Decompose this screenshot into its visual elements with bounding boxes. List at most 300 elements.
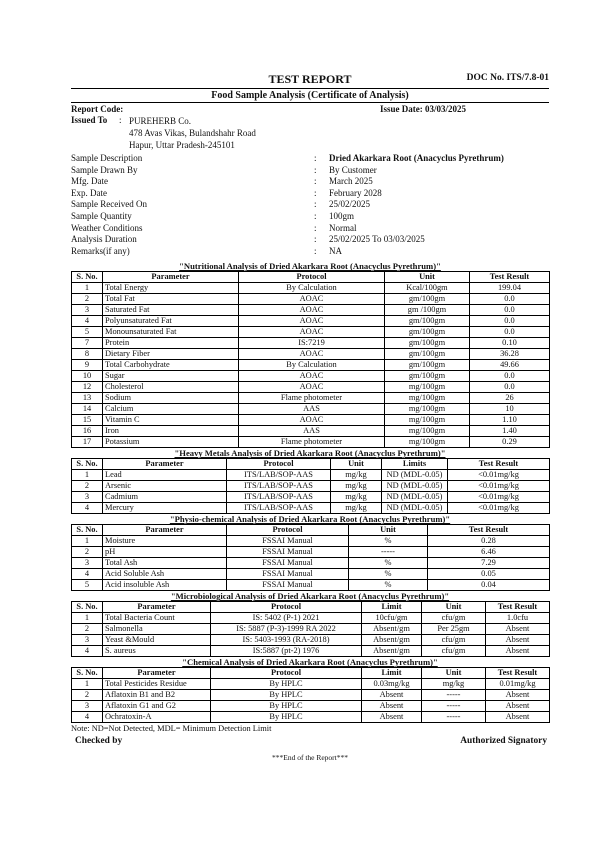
table-cell: 12: [72, 382, 103, 393]
table-cell: AOAC: [239, 316, 385, 327]
table-cell: Potassium: [103, 437, 239, 448]
table-cell: FSSAI Manual: [227, 547, 349, 558]
sample-info-row: [71, 246, 549, 258]
table-cell: -----: [422, 712, 486, 723]
table-cell: 0.29: [470, 437, 550, 448]
sample-info-value: 25/02/2025 To 03/03/2025: [329, 234, 425, 245]
sample-info-row: [71, 199, 549, 211]
table-cell: 0.01mg/kg: [486, 679, 550, 690]
table-cell: Absent: [486, 646, 550, 657]
column-header: Test Result: [448, 459, 550, 470]
column-header: S. No.: [72, 459, 103, 470]
table-row: [72, 294, 550, 305]
table-cell: By HPLC: [211, 712, 362, 723]
table-cell: 0.28: [428, 536, 550, 547]
heavy-metals-title: "Heavy Metals Analysis of Dried Akarkara Root (Anacyclus Pyrethrum)": [174, 448, 446, 459]
column-header: Unit: [331, 459, 382, 470]
table-cell: Calcium: [103, 404, 239, 415]
sample-info-key: Sample Quantity: [71, 210, 132, 221]
table-cell: gm/100gm: [385, 327, 470, 338]
table-row: [72, 624, 550, 635]
table-cell: 7: [72, 338, 103, 349]
table-cell: cfu/gm: [422, 613, 486, 624]
table-cell: ITS/LAB/SOP-AAS: [227, 481, 331, 492]
signature-row: [71, 736, 549, 750]
table-cell: By Calculation: [239, 360, 385, 371]
table-cell: AOAC: [239, 294, 385, 305]
table-cell: mg/100gm: [385, 426, 470, 437]
table-cell: Cadmium: [103, 492, 227, 503]
table-cell: Total Bacteria Count: [103, 613, 211, 624]
table-cell: cfu/gm: [422, 646, 486, 657]
table-cell: FSSAI Manual: [227, 536, 349, 547]
table-cell: 1: [72, 613, 103, 624]
table-cell: mg/100gm: [385, 404, 470, 415]
table-row: [72, 338, 550, 349]
table-cell: 8: [72, 349, 103, 360]
table-cell: Ochratoxin-A: [103, 712, 211, 723]
sample-info-colon: :: [314, 187, 317, 198]
table-row: [72, 283, 550, 294]
issued-to-address: [129, 115, 256, 151]
column-header: Protocol: [211, 668, 362, 679]
table-cell: By HPLC: [211, 701, 362, 712]
table-cell: 1: [72, 679, 103, 690]
sample-info-value: 100gm: [329, 210, 355, 221]
table-cell: Absent/gm: [362, 646, 422, 657]
nutritional-table: [71, 271, 550, 448]
table-cell: 3: [72, 558, 103, 569]
sample-info-colon: :: [314, 199, 317, 210]
table-row: [72, 569, 550, 580]
table-cell: Monounsaturated Fat: [103, 327, 239, 338]
column-header: Test Result: [470, 272, 550, 283]
table-cell: mg/kg: [331, 492, 382, 503]
footnote: Note: ND=Not Detected, MDL= Minimum Detection Limit: [71, 724, 272, 734]
table-cell: Arsenic: [103, 481, 227, 492]
table-cell: 2: [72, 481, 103, 492]
column-header: Protocol: [227, 459, 331, 470]
table-cell: gm/100gm: [385, 294, 470, 305]
table-cell: Cholesterol: [103, 382, 239, 393]
physio-table: [71, 524, 550, 591]
table-cell: 10: [470, 404, 550, 415]
table-cell: mg/kg: [331, 470, 382, 481]
table-cell: Total Pesticides Residue: [103, 679, 211, 690]
column-header: Test Result: [486, 602, 550, 613]
report-header: [71, 72, 549, 88]
sample-info-row: [71, 234, 549, 246]
table-cell: Absent: [362, 712, 422, 723]
table-cell: Mercury: [103, 503, 227, 514]
table-header-row: [72, 668, 550, 679]
sample-info-value: Normal: [329, 222, 357, 233]
sample-info-colon: :: [314, 234, 317, 245]
column-header: Test Result: [428, 525, 550, 536]
table-cell: Sodium: [103, 393, 239, 404]
sample-info-key: Sample Description: [71, 153, 143, 163]
column-header: Unit: [422, 668, 486, 679]
table-cell: mg/kg: [422, 679, 486, 690]
issued-to-colon: :: [119, 115, 122, 125]
table-cell: 10cfu/gm: [362, 613, 422, 624]
sample-info-value: By Customer: [329, 164, 377, 175]
table-cell: mg/100gm: [385, 393, 470, 404]
table-cell: Vitamin C: [103, 415, 239, 426]
table-cell: FSSAI Manual: [227, 580, 349, 591]
table-row: [72, 360, 550, 371]
sample-info-colon: :: [314, 210, 317, 221]
table-cell: 4: [72, 316, 103, 327]
table-cell: 0.0: [470, 371, 550, 382]
micro-table: [71, 601, 550, 657]
table-cell: gm/100gm: [385, 349, 470, 360]
sample-info-key: Analysis Duration: [71, 234, 137, 245]
report-page: [71, 72, 549, 762]
table-cell: 0.10: [470, 338, 550, 349]
table-row: [72, 470, 550, 481]
table-header-row: [72, 459, 550, 470]
table-cell: Absent: [486, 624, 550, 635]
column-header: Parameter: [103, 272, 239, 283]
nutritional-title: "Nutritional Analysis of Dried Akarkara Root (Anacyclus Pyrethrum)": [179, 261, 441, 272]
table-cell: Polyunsaturated Fat: [103, 316, 239, 327]
table-cell: By HPLC: [211, 679, 362, 690]
table-cell: Lead: [103, 470, 227, 481]
sample-info-value: March 2025: [329, 176, 373, 187]
column-header: Test Result: [486, 668, 550, 679]
checked-by: Checked by: [75, 736, 123, 747]
address-line: PUREHERB Co.: [129, 116, 192, 126]
issued-to-label: Issued To: [71, 115, 108, 125]
table-cell: ND (MDL-0.05): [382, 492, 448, 503]
table-cell: Per 25gm: [422, 624, 486, 635]
table-row: [72, 415, 550, 426]
table-row: [72, 426, 550, 437]
column-header: Unit: [422, 602, 486, 613]
column-header: Protocol: [239, 272, 385, 283]
table-row: [72, 492, 550, 503]
table-row: [72, 371, 550, 382]
table-cell: Aflatoxin G1 and G2: [103, 701, 211, 712]
report-subtitle: Food Sample Analysis (Certificate of Analysis): [71, 88, 549, 103]
table-cell: 5: [72, 327, 103, 338]
chemical-title: "Chemical Analysis of Dried Akarkara Root (Anacyclus Pyrethrum)": [182, 657, 438, 668]
table-cell: pH: [103, 547, 227, 558]
table-cell: Moisture: [103, 536, 227, 547]
column-header: Unit: [385, 272, 470, 283]
table-row: [72, 635, 550, 646]
column-header: S. No.: [72, 668, 103, 679]
table-cell: 0.0: [470, 316, 550, 327]
report-code-row: [71, 104, 549, 115]
column-header: Protocol: [211, 602, 362, 613]
table-cell: 4: [72, 569, 103, 580]
micro-title: "Microbiological Analysis of Dried Akarkara Root (Anacyclus Pyrethrum)": [170, 591, 450, 602]
table-cell: By HPLC: [211, 690, 362, 701]
sample-info-value: Dried Akarkara Root (Anacyclus Pyrethrum): [329, 153, 504, 163]
sample-info-row: [71, 223, 549, 235]
table-cell: Acid Soluble Ash: [103, 569, 227, 580]
table-row: [72, 712, 550, 723]
address-line: 478 Avas Vikas, Bulandshahr Road: [129, 128, 256, 138]
address-line: Hapur, Uttar Pradesh-245101: [129, 140, 235, 150]
table-cell: 6.46: [428, 547, 550, 558]
issued-to-block: [71, 115, 549, 151]
table-cell: 26: [470, 393, 550, 404]
table-cell: ITS/LAB/SOP-AAS: [227, 470, 331, 481]
sample-info-row: [71, 211, 549, 223]
table-cell: Absent: [486, 635, 550, 646]
table-cell: -----: [422, 701, 486, 712]
table-cell: Yeast &Mould: [103, 635, 211, 646]
table-row: [72, 690, 550, 701]
table-cell: Aflatoxin B1 and B2: [103, 690, 211, 701]
table-cell: AOAC: [239, 327, 385, 338]
table-cell: 1.0cfu: [486, 613, 550, 624]
table-cell: 5: [72, 580, 103, 591]
table-row: [72, 437, 550, 448]
table-cell: AOAC: [239, 382, 385, 393]
table-cell: IS:5887 (pt-2) 1976: [211, 646, 362, 657]
sample-info-key: Sample Received On: [71, 199, 147, 210]
table-row: [72, 701, 550, 712]
table-cell: 2: [72, 547, 103, 558]
column-header: Parameter: [103, 668, 211, 679]
table-cell: 199.04: [470, 283, 550, 294]
column-header: Limits: [382, 459, 448, 470]
table-cell: Absent: [486, 690, 550, 701]
sample-info-key: Weather Conditions: [71, 222, 143, 233]
heavy-metals-table: [71, 458, 550, 514]
table-cell: ITS/LAB/SOP-AAS: [227, 503, 331, 514]
table-cell: %: [349, 569, 428, 580]
table-cell: <0.01mg/kg: [448, 492, 550, 503]
sample-info-colon: :: [314, 245, 317, 256]
table-cell: Total Carbohydrate: [103, 360, 239, 371]
sample-info-row: [71, 176, 549, 188]
table-cell: 16: [72, 426, 103, 437]
table-cell: 0.0: [470, 305, 550, 316]
table-row: [72, 503, 550, 514]
sample-info-colon: :: [314, 164, 317, 175]
table-cell: ITS/LAB/SOP-AAS: [227, 492, 331, 503]
table-cell: Protein: [103, 338, 239, 349]
table-cell: Absent: [362, 690, 422, 701]
table-row: [72, 613, 550, 624]
table-cell: 1: [72, 536, 103, 547]
table-cell: 1.40: [470, 426, 550, 437]
table-header-row: [72, 272, 550, 283]
table-cell: Absent/gm: [362, 624, 422, 635]
table-cell: 7.29: [428, 558, 550, 569]
table-row: [72, 481, 550, 492]
sample-info-value: 25/02/2025: [329, 199, 371, 210]
table-cell: Absent: [486, 701, 550, 712]
table-cell: 17: [72, 437, 103, 448]
sample-info-colon: :: [314, 176, 317, 187]
table-cell: Dietary Fiber: [103, 349, 239, 360]
table-cell: mg/kg: [331, 503, 382, 514]
table-row: [72, 349, 550, 360]
table-cell: 4: [72, 503, 103, 514]
table-row: [72, 536, 550, 547]
table-cell: IS: 5403-1993 (RA-2018): [211, 635, 362, 646]
report-code-label: Report Code:: [71, 104, 124, 114]
table-cell: gm /100gm: [385, 305, 470, 316]
table-cell: Absent: [486, 712, 550, 723]
table-cell: <0.01mg/kg: [448, 481, 550, 492]
sample-info-value: February 2028: [329, 187, 382, 198]
sample-info-colon: :: [314, 222, 317, 233]
authorized-signatory: Authorized Signatory: [460, 736, 547, 747]
table-cell: S. aureus: [103, 646, 211, 657]
table-cell: 0.0: [470, 382, 550, 393]
column-header: Limit: [362, 602, 422, 613]
table-cell: FSSAI Manual: [227, 558, 349, 569]
table-cell: 9: [72, 360, 103, 371]
sample-info-row: [71, 188, 549, 200]
table-row: [72, 316, 550, 327]
sample-info-colon: :: [314, 153, 317, 163]
sample-info-value: NA: [329, 245, 342, 256]
table-cell: Total Fat: [103, 294, 239, 305]
table-cell: IS: 5402 (P-1) 2021: [211, 613, 362, 624]
table-cell: mg/100gm: [385, 415, 470, 426]
table-cell: Iron: [103, 426, 239, 437]
table-row: [72, 646, 550, 657]
table-cell: AAS: [239, 404, 385, 415]
table-cell: <0.01mg/kg: [448, 503, 550, 514]
table-cell: mg/100gm: [385, 382, 470, 393]
column-header: Parameter: [103, 525, 227, 536]
issue-date: Issue Date: 03/03/2025: [380, 104, 466, 114]
table-cell: Acid insoluble Ash: [103, 580, 227, 591]
table-cell: mg/100gm: [385, 437, 470, 448]
table-cell: gm/100gm: [385, 316, 470, 327]
table-cell: AOAC: [239, 415, 385, 426]
table-cell: 0.0: [470, 294, 550, 305]
table-cell: cfu/gm: [422, 635, 486, 646]
table-cell: 2: [72, 690, 103, 701]
table-cell: %: [349, 536, 428, 547]
table-cell: 13: [72, 393, 103, 404]
table-cell: AOAC: [239, 371, 385, 382]
sample-info: [71, 153, 549, 257]
column-header: Protocol: [227, 525, 349, 536]
table-cell: 1: [72, 283, 103, 294]
sample-info-key: Remarks(if any): [71, 245, 130, 256]
table-cell: ND (MDL-0.05): [382, 503, 448, 514]
sample-info-row: [71, 153, 549, 165]
table-header-row: [72, 525, 550, 536]
column-header: Unit: [349, 525, 428, 536]
table-cell: By Calculation: [239, 283, 385, 294]
table-cell: Sugar: [103, 371, 239, 382]
table-cell: FSSAI Manual: [227, 569, 349, 580]
table-cell: -----: [422, 690, 486, 701]
table-cell: ND (MDL-0.05): [382, 481, 448, 492]
table-cell: <0.01mg/kg: [448, 470, 550, 481]
column-header: S. No.: [72, 525, 103, 536]
table-cell: 15: [72, 415, 103, 426]
table-row: [72, 404, 550, 415]
sample-info-key: Mfg. Date: [71, 176, 108, 187]
table-cell: Salmonella: [103, 624, 211, 635]
table-cell: 0.04: [428, 580, 550, 591]
table-row: [72, 382, 550, 393]
physio-title: "Physio-chemical Analysis of Dried Akarkara Root (Anacyclus Pyrethrum)": [169, 514, 451, 525]
table-cell: 49.66: [470, 360, 550, 371]
table-cell: Saturated Fat: [103, 305, 239, 316]
table-cell: 0.05: [428, 569, 550, 580]
table-cell: AOAC: [239, 305, 385, 316]
table-cell: Flame photometer: [239, 437, 385, 448]
column-header: Parameter: [103, 602, 211, 613]
table-cell: 0.03mg/kg: [362, 679, 422, 690]
end-of-report: ***End of the Report***: [271, 753, 349, 763]
table-cell: 4: [72, 712, 103, 723]
table-cell: Kcal/100gm: [385, 283, 470, 294]
table-row: [72, 558, 550, 569]
table-cell: 2: [72, 624, 103, 635]
table-cell: 1: [72, 470, 103, 481]
table-row: [72, 679, 550, 690]
table-cell: gm/100gm: [385, 371, 470, 382]
chemical-table: [71, 667, 550, 723]
page-title: TEST REPORT: [268, 72, 352, 86]
table-row: [72, 393, 550, 404]
table-cell: mg/kg: [331, 481, 382, 492]
table-cell: ND (MDL-0.05): [382, 470, 448, 481]
table-row: [72, 305, 550, 316]
table-cell: Total Energy: [103, 283, 239, 294]
sample-info-key: Exp. Date: [71, 187, 107, 198]
column-header: Parameter: [103, 459, 227, 470]
table-cell: 36.28: [470, 349, 550, 360]
table-cell: AOAC: [239, 349, 385, 360]
sample-info-key: Sample Drawn By: [71, 164, 138, 175]
column-header: S. No.: [72, 602, 103, 613]
table-row: [72, 547, 550, 558]
table-cell: 3: [72, 305, 103, 316]
table-cell: Absent/gm: [362, 635, 422, 646]
table-cell: 1.10: [470, 415, 550, 426]
column-header: S. No.: [72, 272, 103, 283]
table-cell: gm/100gm: [385, 360, 470, 371]
table-cell: 0.0: [470, 327, 550, 338]
table-row: [72, 580, 550, 591]
doc-number: DOC No. ITS/7.8-01: [466, 73, 549, 83]
table-cell: 10: [72, 371, 103, 382]
table-row: [72, 327, 550, 338]
table-cell: 4: [72, 646, 103, 657]
table-cell: Absent: [362, 701, 422, 712]
table-header-row: [72, 602, 550, 613]
table-cell: %: [349, 580, 428, 591]
table-cell: Total Ash: [103, 558, 227, 569]
table-cell: IS: 5887 (P-3)-1999 RA 2022: [211, 624, 362, 635]
table-cell: %: [349, 558, 428, 569]
table-cell: -----: [349, 547, 428, 558]
table-cell: gm/100gm: [385, 338, 470, 349]
table-cell: 3: [72, 635, 103, 646]
column-header: Limit: [362, 668, 422, 679]
table-cell: AAS: [239, 426, 385, 437]
table-cell: IS:7219: [239, 338, 385, 349]
sample-info-row: [71, 165, 549, 177]
table-cell: Flame photometer: [239, 393, 385, 404]
